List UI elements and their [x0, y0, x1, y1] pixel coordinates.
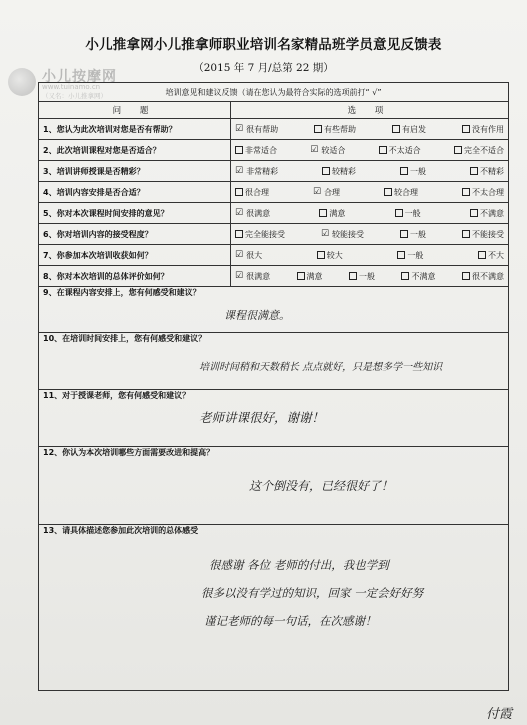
option-label: 有启发: [402, 124, 427, 134]
options-cell: [231, 119, 509, 140]
option-checkbox[interactable]: [297, 271, 323, 282]
empty-box-icon: [379, 146, 387, 154]
option-checkbox[interactable]: [235, 124, 278, 135]
question-row: [39, 266, 509, 287]
signature: 付霞: [486, 707, 513, 722]
checked-box-icon: ☑: [312, 187, 322, 197]
handwritten-answer: 培训时间稍和天数稍长 点点就好，只是想多学一些知识: [199, 362, 443, 373]
question-row: [39, 203, 509, 224]
option-label: 满意: [329, 208, 346, 218]
checked-box-icon: ☑: [320, 229, 330, 239]
open-question-row: [39, 287, 509, 333]
open-question-text: 9、在课程内容安排上，您有何感受和建议？: [43, 288, 201, 297]
open-question-row: [39, 525, 509, 691]
watermark-logo-icon: [8, 68, 36, 96]
options-cell: [231, 203, 509, 224]
checked-box-icon: ☑: [235, 124, 244, 134]
options-cell: [231, 140, 509, 161]
checked-box-icon: ☑: [235, 166, 244, 176]
option-checkbox[interactable]: [470, 208, 504, 219]
option-label: 不太适合: [388, 145, 421, 155]
question-text: 8、你对本次培训的总体评价如何？: [39, 266, 231, 287]
option-checkbox[interactable]: [470, 166, 504, 177]
option-label: 较能接受: [332, 229, 365, 239]
question-row: [39, 161, 509, 182]
watermark-name: 小儿按摩网: [42, 69, 117, 85]
open-question-cell: [39, 447, 509, 525]
question-text: 5、你对本次课程时间安排的意见？: [39, 203, 231, 224]
option-label: 很有帮助: [246, 124, 279, 134]
empty-box-icon: [401, 272, 409, 280]
empty-box-icon: [319, 209, 327, 217]
option-label: 一般: [410, 166, 427, 176]
handwritten-answer: 很感谢 各位 老师的付出，我也学到: [209, 558, 389, 572]
empty-box-icon: [235, 230, 243, 238]
option-checkbox[interactable]: [314, 124, 356, 135]
option-checkbox[interactable]: [310, 145, 345, 156]
empty-box-icon: [462, 272, 470, 280]
option-checkbox[interactable]: [235, 208, 270, 219]
option-label: 满意: [306, 271, 323, 281]
option-label: 很满意: [246, 271, 271, 281]
empty-box-icon: [478, 251, 486, 259]
option-checkbox[interactable]: [235, 166, 278, 177]
option-label: 很不满意: [471, 271, 504, 281]
open-question-text: 10、在培训时间安排上，您有何感受和建议？: [43, 334, 207, 343]
option-checkbox[interactable]: [235, 271, 270, 282]
empty-box-icon: [400, 167, 408, 175]
empty-box-icon: [317, 251, 325, 259]
option-checkbox[interactable]: [462, 271, 504, 282]
empty-box-icon: [349, 272, 357, 280]
option-label: 很满意: [246, 208, 271, 218]
open-question-row: [39, 447, 509, 525]
option-label: 不太合理: [471, 187, 504, 197]
option-label: 完全不适合: [463, 145, 504, 155]
option-checkbox[interactable]: [400, 229, 426, 240]
question-row: [39, 119, 509, 140]
empty-box-icon: [470, 167, 478, 175]
option-checkbox[interactable]: [401, 271, 435, 282]
open-question-cell: [39, 525, 509, 691]
options-cell: [231, 182, 509, 203]
question-text: 7、你参加本次培训收获如何？: [39, 245, 231, 266]
option-label: 较适合: [321, 145, 346, 155]
question-row: [39, 140, 509, 161]
option-label: 很合理: [245, 187, 269, 197]
checked-box-icon: ☑: [310, 145, 319, 155]
option-checkbox[interactable]: [313, 187, 340, 198]
option-checkbox[interactable]: [235, 145, 277, 156]
open-question-text: 11、对于授课老师，您有何感受和建议？: [43, 391, 191, 400]
question-row: [39, 182, 509, 203]
empty-box-icon: [462, 230, 470, 238]
empty-box-icon: [314, 125, 322, 133]
option-checkbox[interactable]: [397, 250, 423, 261]
option-label: 不能接受: [471, 229, 504, 239]
empty-box-icon: [462, 188, 470, 196]
handwritten-answer: 课程很满意。: [224, 309, 290, 322]
empty-box-icon: [384, 188, 392, 196]
options-cell: [231, 266, 509, 287]
option-label: 不满意: [411, 271, 436, 281]
open-question-cell: [39, 287, 509, 333]
col-options-header: 选 项: [231, 102, 509, 119]
option-checkbox[interactable]: [379, 145, 421, 156]
empty-box-icon: [235, 146, 243, 154]
option-checkbox[interactable]: [235, 187, 269, 198]
options-cell: [231, 161, 509, 182]
option-checkbox[interactable]: [322, 166, 356, 177]
option-checkbox[interactable]: [321, 229, 364, 240]
watermark-sub: （又名：小儿推拿网）: [42, 92, 107, 100]
options-cell: [231, 245, 509, 266]
empty-box-icon: [395, 209, 403, 217]
question-row: [39, 245, 509, 266]
empty-box-icon: [397, 251, 405, 259]
option-label: 一般: [410, 229, 427, 239]
option-label: 完全能接受: [245, 229, 285, 239]
question-text: 1、您认为此次培训对您是否有帮助？: [39, 119, 231, 140]
option-label: 一般: [407, 250, 424, 260]
option-label: 不大: [488, 250, 504, 260]
option-label: 不满意: [479, 208, 504, 218]
question-text: 4、培训内容安排是否合适？: [39, 182, 231, 203]
option-checkbox[interactable]: [317, 250, 343, 261]
question-text: 6、你对培训内容的接受程度？: [39, 224, 231, 245]
option-label: 有些帮助: [324, 124, 357, 134]
handwritten-answer: 这个倒没有，已经很好了！: [249, 479, 394, 493]
handwritten-answer: 很多以没有学过的知识，回家 一定会好好努: [201, 586, 424, 600]
option-label: 没有作用: [471, 124, 504, 134]
open-question-row: [39, 333, 509, 390]
open-question-cell: [39, 333, 509, 390]
open-question-row: [39, 390, 509, 447]
option-checkbox[interactable]: [235, 250, 262, 261]
handwritten-answer: 老师讲课很好，谢谢！: [199, 410, 325, 425]
option-label: 较合理: [394, 187, 419, 197]
option-label: 较大: [326, 250, 343, 260]
open-question-text: 13、请具体描述您参加此次培训的总体感受: [43, 526, 199, 535]
option-checkbox[interactable]: [462, 187, 504, 198]
option-label: 非常适合: [245, 145, 277, 155]
form-title: 小儿推拿网小儿推拿师职业培训名家精品班学员意见反馈表: [85, 37, 442, 53]
option-checkbox[interactable]: [235, 229, 285, 240]
empty-box-icon: [297, 272, 305, 280]
empty-box-icon: [322, 167, 330, 175]
option-label: 不精彩: [479, 166, 504, 176]
options-cell: [231, 224, 509, 245]
empty-box-icon: [400, 230, 408, 238]
option-checkbox[interactable]: [400, 166, 426, 177]
question-text: 3、培训讲师授课是否精彩？: [39, 161, 231, 182]
option-checkbox[interactable]: [395, 208, 421, 219]
empty-box-icon: [235, 188, 243, 196]
form-issue: （2015 年 7 月/总第 22 期）: [193, 62, 334, 74]
empty-box-icon: [392, 125, 400, 133]
checked-box-icon: ☑: [235, 208, 244, 218]
option-checkbox[interactable]: [478, 250, 504, 261]
option-label: 非常精彩: [246, 166, 279, 176]
option-checkbox[interactable]: [462, 124, 504, 135]
feedback-table: [38, 82, 509, 691]
handwritten-answer: 谨记老师的每一句话，在次感谢！: [204, 614, 377, 628]
empty-box-icon: [470, 209, 478, 217]
option-checkbox[interactable]: [462, 229, 504, 240]
question-text: 2、此次培训课程对您是否适合？: [39, 140, 231, 161]
option-checkbox[interactable]: [454, 145, 504, 156]
option-checkbox[interactable]: [392, 124, 426, 135]
option-label: 较精彩: [332, 166, 357, 176]
empty-box-icon: [462, 125, 470, 133]
option-label: 合理: [324, 187, 341, 197]
form-notice: 培训意见和建议反馈（请在您认为最符合实际的选项前打“ √”: [39, 83, 509, 102]
empty-box-icon: [454, 146, 462, 154]
open-question-text: 12、你认为本次培训哪些方面需要改进和提高？: [43, 448, 215, 457]
checked-box-icon: ☑: [235, 271, 244, 281]
option-label: 一般: [404, 208, 421, 218]
watermark-url: www.tuinamo.cn: [42, 83, 101, 91]
checked-box-icon: ☑: [235, 250, 244, 260]
option-label: 一般: [359, 271, 376, 281]
open-question-cell: [39, 390, 509, 447]
col-question-header: 问 题: [39, 102, 231, 119]
question-row: [39, 224, 509, 245]
option-checkbox[interactable]: [349, 271, 375, 282]
option-checkbox[interactable]: [384, 187, 418, 198]
option-label: 很大: [246, 250, 263, 260]
option-checkbox[interactable]: [319, 208, 345, 219]
